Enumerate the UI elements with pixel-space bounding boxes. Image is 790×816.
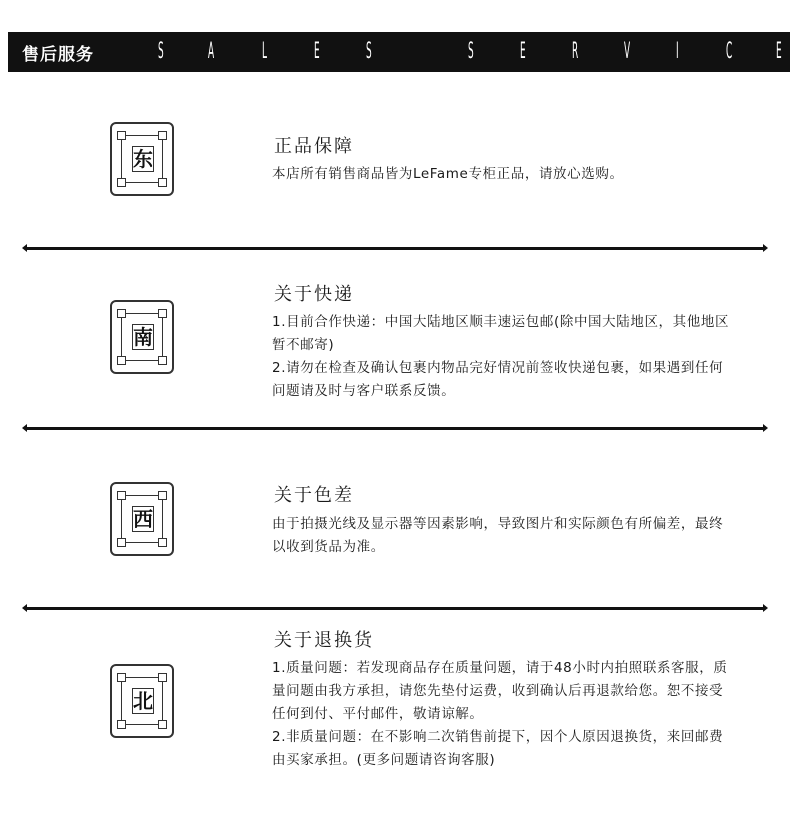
icon-character: 西 [133, 507, 153, 531]
header-bar [8, 32, 790, 72]
header-letter: E [314, 39, 320, 64]
section-paragraph: 2.请勿在检查及确认包裹内物品完好情况前签收快递包裹，如果遇到任何问题请及时与客户联系反馈。 [272, 360, 724, 399]
section-body [272, 163, 732, 186]
header-subtitle-letters [158, 32, 784, 72]
header-title: 售后服务 [22, 44, 94, 65]
header-letter: E [776, 39, 782, 64]
header-letter: V [624, 39, 631, 64]
header-letter: L [262, 39, 267, 64]
header-letter: S [468, 39, 474, 64]
section-divider [26, 247, 764, 250]
section-divider [26, 427, 764, 430]
header-letter: S [366, 39, 372, 64]
section-body [272, 311, 732, 403]
header-letter: C [726, 39, 733, 64]
section-paragraph: 本店所有销售商品皆为LeFame专柜正品，请放心选购。 [272, 166, 624, 182]
icon-character: 东 [133, 147, 153, 171]
header-letter: S [158, 39, 164, 64]
north-icon [110, 664, 174, 738]
section-title: 关于快递 [274, 284, 354, 305]
section-paragraph: 1.质量问题：若发现商品存在质量问题，请于48小时内拍照联系客服，质量问题由我方承担，请您先垫付运费，收到确认后再退款给您。恕不接受任何到付、平付邮件，敬请谅解。 [272, 660, 728, 722]
south-icon [110, 300, 174, 374]
section-title: 正品保障 [274, 136, 354, 157]
icon-character: 北 [133, 689, 153, 713]
section-body [272, 657, 732, 772]
header-letter: R [572, 39, 579, 64]
header-letter: E [520, 39, 526, 64]
section-paragraph: 2.非质量问题：在不影响二次销售前提下，因个人原因退换货，来回邮费由买家承担。(更多问题请咨询客服) [272, 729, 724, 768]
header-letter: I [676, 39, 679, 64]
west-icon [110, 482, 174, 556]
section-divider [26, 607, 764, 610]
icon-character: 南 [133, 325, 153, 349]
section-body [272, 513, 732, 559]
section-title: 关于色差 [274, 485, 354, 506]
section-paragraph: 1.目前合作快递：中国大陆地区顺丰速运包邮(除中国大陆地区，其他地区暂不邮寄) [272, 314, 730, 353]
east-icon [110, 122, 174, 196]
section-title: 关于退换货 [274, 630, 374, 651]
section-paragraph: 由于拍摄光线及显示器等因素影响，导致图片和实际颜色有所偏差，最终以收到货品为准。 [272, 516, 724, 555]
header-letter: A [208, 39, 215, 64]
